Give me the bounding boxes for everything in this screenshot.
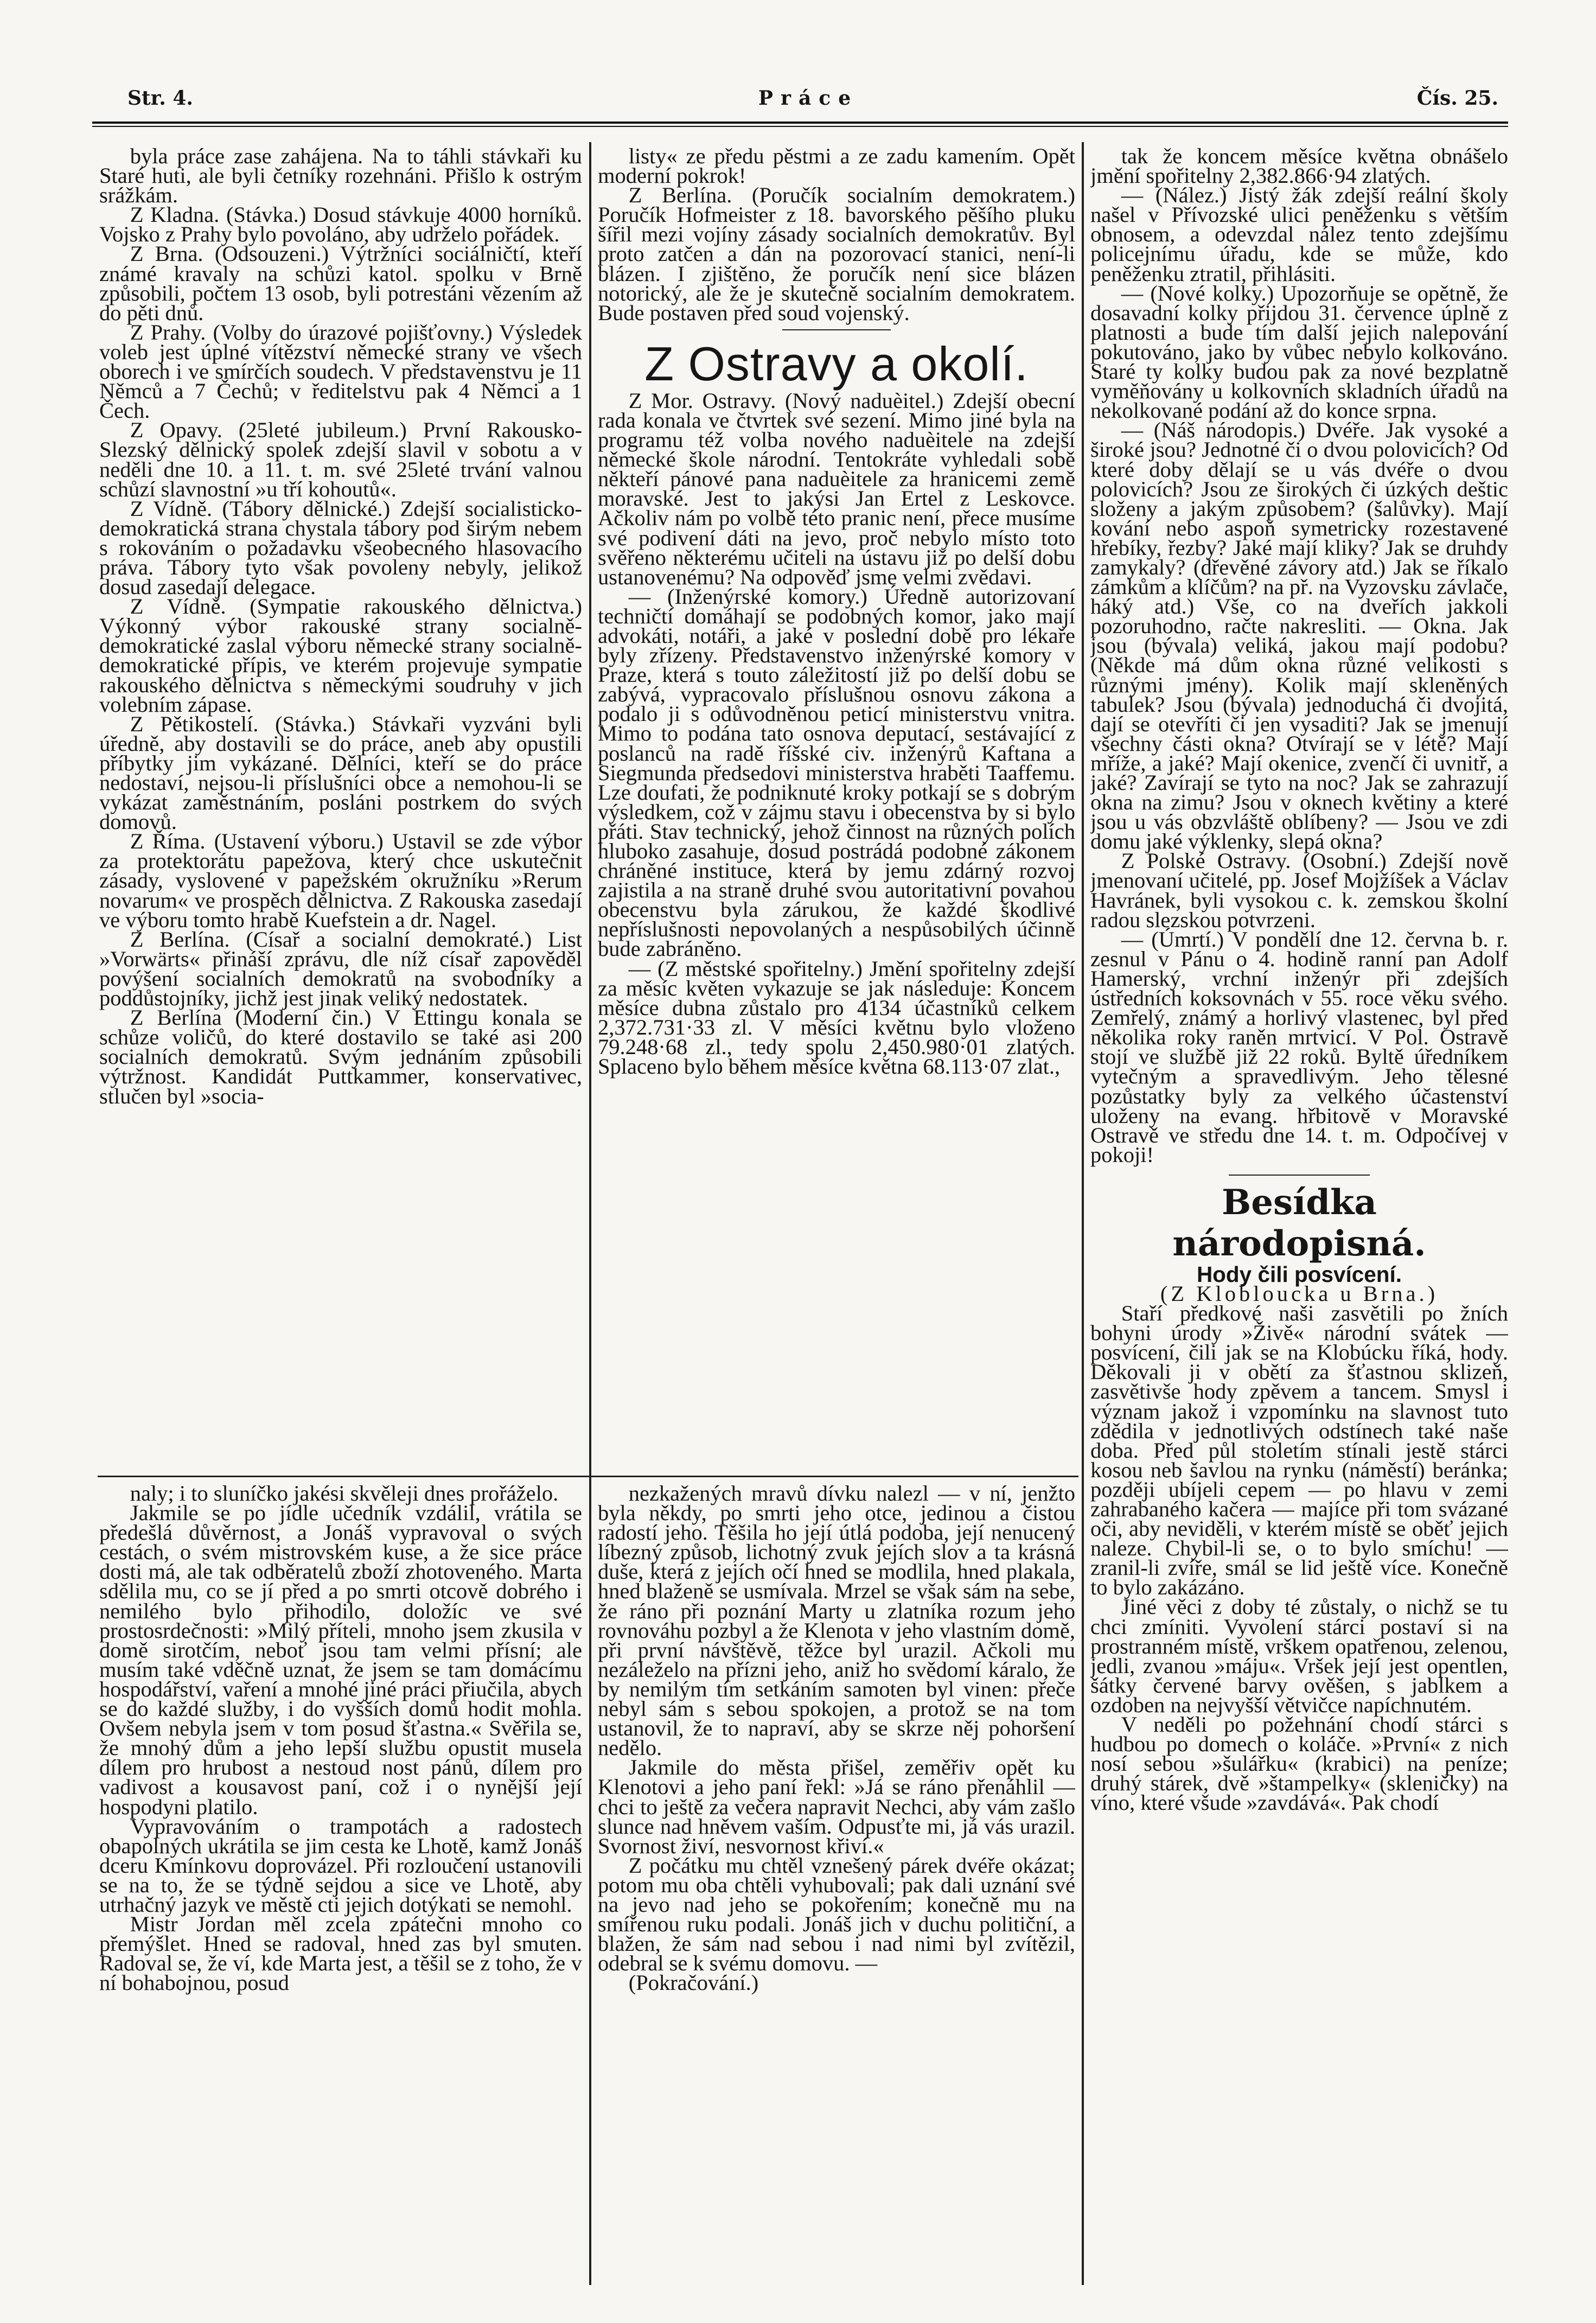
news-item: Z Polské Ostravy. (Osobní.) Zdejší nově jmenovaní učitelé, pp. Josef Mojžíšek a Václav Havránek, byli vysokou c. k. zemskou školní radou slezskou potvrzeni. (1090, 848, 1508, 932)
column-rule-1 (589, 142, 591, 2285)
besidka-paragraph: V neděli po požehnání chodí stárci s hudbou po domech o koláče. »První« z nich nosí sebou »šulářku« (krabici) na peníze; druhý stárek, dvě »štampelky« (skleničky) na víno, které všude »zavdává«. Pak chodí (1090, 1712, 1508, 1815)
news-item: — (Inženýrské komory.) Úředně autorizovaní techničtí domáhají se podobných komor, jako mají advokáti, notáři, a jaké v poslední době pro lékaře byly zřízeny. Představenstvo inženýrské komory v Praze, která s touto záležitostí již po delší dobu se zabývá, vypracovalo příslušnou osnovu zákona a podalo ji s odůvodněnou peticí ministerstvu vnitra. Mimo to podána tato osnova deputací, sestávající z poslanců na radě říšské civ. inženýrů Kaftana a Siegmunda předsedovi ministerstva hraběti Taaffemu. Lze doufati, že podniknuté kroky potkají se s dobrým výsledkem, což v zájmu stavu i obecenstva by si bylo přáti. Stav technický, jehož činnost na různých polích hluboko zasahuje, dosud postrádá podobné zákonem chráněné instituce, která by jemu zdárný rozvoj zajistila a na straně druhé svou autoritativní povahou obecenstvu byla zárukou, že každé škodlivé nepříslušnosti nepovolaných a nespůsobilých účinně bude zabráněno. (598, 584, 1075, 961)
section-title-ostrava: Z Ostravy a okolí. (644, 336, 1029, 391)
news-item: — (Náš národopis.) Dvéře. Jak vysoké a široké jsou? Jednotné či o dvou polovicích? Od které doby dělají se u vás dvéře o dvou polovicích? Jsou ze širokých či úzkých deštic složeny a jakým způsobem? (šalůvky). Mají kování nebo aspoň symetricky rozestavené hřebíky, řezby? Jaké mají kliky? Jak se druhdy zamykaly? (dřevěné závory atd.) Jak se říkalo zámkům a klíčům? na př. na Vyzovsku závlače, háký atd.) Vše, co na dveřích jakkoli pozoruhodno, račte nakresliti. — Okna. Jak jsou (bývala) veliká, jakou mají podobu? (Někde má dům okna různé velikosti s různými jmény). Kolik mají skleněných tabulek? Jsou (bývala) jednoduchá či dvojitá, dají se otevříti či jen vysaditi? Jak se jmenují všechny části okna? Otvírají se v létě? Mají mříže, a jaké? Mají okenice, zvenčí či uvnitř, a jaké? Zavírají se tyto na noc? Jak se zahrazují okna na zimu? Jsou v oknech květiny a které jsou u vás obzvláště oblíbeny? — Jsou ve zdi domu jaké výklenky, slepá okna? (1090, 418, 1508, 854)
news-item: Z Říma. (Ustavení výboru.) Ustavil se zde výbor za protektorátu papežova, který chce uskutečnit zásady, vyslovené v papežském okružníku »Rerum novarum« ve prospěch dělnictva. Z Rakouska zasedají ve výboru tomto hrabě Kuefstein a dr. Nagel. (99, 829, 582, 932)
news-item: Z Vídně. (Sympatie rakouského dělnictva.) Výkonný výbor rakouské strany socialně-demokratické zaslal výboru německé strany socialně-demokratické přípis, ve kterém projevuje sympatie rakouského dělnictva s německými soudruhy v jich volebním zápase. (99, 594, 582, 717)
news-item: Z Opavy. (25leté jubileum.) První Rakousko-Slezský dělnický spolek zdejší slavil v sobotu a v neděli dne 10. a 11. t. m. své 25leté trvání valnou schůzí slavnostní »u tří kohoutů«. (99, 418, 582, 501)
story-separator (98, 1476, 1078, 1477)
story-paragraph: Mistr Jordan měl zcela zpátečni mnoho co přemýšlet. Hned se radoval, hned zas byl smuten. Radoval se, že ví, kde Marta jest, a těšil se z toho, že v ní bohabojnou, posud (99, 1912, 582, 1995)
news-item: listy« ze předu pěstmi a ze zadu kamením. Opět moderní pokrok! (598, 146, 1075, 188)
news-item: Z Vídně. (Tábory dělnické.) Zdejší socialisticko-demokratická strana chystala tábory pod širým nebem s rokováním o požadavku všeobecného hlasovacího práva. Tábory tyto však povoleny nebyly, jelikož dosud zasedají delegace. (99, 496, 582, 599)
news-item: Z Berlína. (Poručík socialním demokratem.) Poručík Hofmeister z 18. bavorského pěšího pluku šířil mezi vojíny zásady socialních demokratův. Byl proto zatčen a dán na pozorovací stanici, není-li blázen. I zjištěno, že poručík není sice blázen notorický, ale že je skutečně socialním demokratem. Bude postaven před soud vojenský. (598, 183, 1075, 325)
column-rule-2 (1082, 142, 1084, 2285)
story-column-1 (99, 1484, 582, 2287)
news-item: Z Prahy. (Volby do úrazové pojišťovny.) Výsledek voleb jest úplné vítězství německé strany ve všech oborech i ve smírčích soudech. V představenstvu je 11 Němců a 7 Čechů; v ředitelstvu pak 4 Němci a 1 Čech. (99, 320, 582, 423)
section-divider (1229, 1175, 1370, 1176)
besidka-paragraph: Staří předkové naši zasvětili po žních bohyni úrody »Živě« národní svátek — posvícení, čili jak se na Klobúcku říká, hody. Děkovali ji v obětí za šťastnou sklizeň, zasvětivše hody zpěvem a tancem. Smysl i význam jakož i vzpomínku na slavnost tuto zdědila v jednotlivých odstínech také naše doba. Před půl stoletím stínali jestě stárci kosou neb šavlou na rynku (náměstí) beránka; později ubíjeli cepem — po hlavu v zemi zahrabaného kačera — majíce při tom svázané oči, aby neviděli, v kterém místě se oběť jejich naleze. Chybil-li se, o to bylo smíchu! — zranil-li zvíře, smál se lid ještě více. Konečně to bylo zakázáno. (1090, 1301, 1508, 1600)
story-paragraph: naly; i to sluníčko jakési skvěleji dnes prořáželo. (130, 1484, 559, 1505)
story-paragraph: Z počátku mu chtěl vznešený párek dvéře okázat; potom mu oba chtěli vyhubovali; pak dali uznání své na jevo nad jeho se pokořením; konečně mu na smířenou ruku podali. Jonáš jich v duchu političní, a blažen, že sám nad sebou i nad nimi byl zvítězil, odebral se k svému domovu. — (598, 1853, 1075, 1976)
news-column-2 (598, 146, 1075, 1470)
page-number: Str. 4. (127, 87, 193, 110)
section-divider (782, 329, 891, 330)
besidka-paragraph: Jiné věci z doby té zůstaly, o nichž se tu chci zmíniti. Vyvolení stárci postaví si na prostranném místě, vrškem opatřenou, zelenou, jedli, zvanou »máju«. Vršek její jest opentlen, šátky červené barvy ověšen, s jablkem a ozdoben na nejvyšší větvičce napíchnutém. (1090, 1594, 1508, 1717)
besidka-subtitle: Hody čili posvícení. (1196, 1261, 1402, 1287)
news-item: Z Pětikostelí. (Stávka.) Stávkaři vyzváni byli úředně, aby dostavili se do práce, aneb aby opustili příbytky jim vykázané. Dělníci, kteří se do práce nedostaví, nejsou-li příslušníci obce a nemohou-li se vykázat zaměstnáním, posláni postrkem do svých domovů. (99, 711, 582, 834)
newspaper-title: Práce (758, 87, 859, 110)
story-paragraph: Jakmile do města přišel, zeměřiv opět ku Klenotovi a jeho paní řekl: »Já se ráno přenáhlil — chci to ještě za večera napravit Nechci, aby vám zašlo slunce nad hněvem vaším. Odpusťte mi, já vás urazil. Svornost živí, nesvornost křiví.« (598, 1755, 1075, 1858)
story-paragraph: Vypravováním o trampotách a radostech obapolných ukrátila se jim cesta ke Lhotě, kamž Jonáš dceru Kmínkovu doprovázel. Při rozloučení ustanovili se na to, že se týdně sejdou a sice ve Lhotě, aby utrhačný jazyk ve městě cti jejich dotýkati se nemohl. (99, 1814, 582, 1917)
news-item: — (Nové kolky.) Upozorňuje se opětně, že dosavadní kolky přijdou 31. července úplně z platnosti a bude tím další jejich nalepování pokutováno, jako by vůbec nebylo kolkováno. Staré ty kolky budou pak za nové bezplatně vyměňovány u kolkovních skladních úřadů na nekolkované podání až do konce srpna. (1090, 280, 1508, 423)
news-column-1 (99, 146, 582, 1470)
besidka-title: Besídka národopisná. (1172, 1182, 1426, 1264)
news-item: Z Brna. (Odsouzeni.) Výtržníci sociálničtí, kteří známé kravaly na schůzi katol. spolku v Brně způsobili, počtem 13 osob, byli potrestáni vězením až do pěti dnů. (99, 241, 582, 325)
story-column-2 (598, 1484, 1075, 2287)
story-paragraph: (Pokračování.) (628, 1970, 759, 1995)
story-paragraph: nezkažených mravů dívku nalezl — v ní, jenžto byla někdy, po smrti jeho otce, jedinou a čistou radostí jeho. Těšila ho její útlá podoba, její nenucený líbezný způsob, lichotný zvuk jejích slov a ta krásná duše, která z jejích očí hned se modlila, hned plakala, hned blaženě se usmívala. Mrzel se však sám na sebe, že ráno při poznání Marty u zlatníka rozum jeho rovnováhu pozbyl a že Klenota v jeho vlastním domě, při první návštěvě, těžce byl urazil. Ačkoli mu nezáleželo na přízni jeho, aniž ho svědomí káralo, že by nemilým tím setkáním samoten byl vinen: přeče nebyl sám s sebou spokojen, a protož se na tom ustanovil, že to napraví, aby se skrze něj pohoršení nedělo. (598, 1484, 1075, 1760)
besidka-location: (Z Klobloucka u Brna.) (1160, 1281, 1439, 1306)
news-item: — (Úmrtí.) V pondělí dne 12. června b. r. zesnul v Pánu o 4. hodině ranní pan Adolf Hamerský, vrchní inženýr při zdejších ústředních koksovnách v 55. roce věku svého. Zemřelý, známý a horlivý vlastenec, byl před několika roky raněn mrtvicí. V Pol. Ostravě stojí ve službě již 22 roků. Byltě úředníkem vytečným a spravedlivým. Jeho tělesné pozůstatky byly za velkého účastenství uloženy na evang. hřbitově v Moravské Ostravě ve středu dne 14. t. m. Odpočívej v pokoji! (1090, 927, 1508, 1167)
story-paragraph: Jakmile se po jídle učedník vzdálil, vrátila se předešlá důvěrnost, a Jonáš vypravoval o svých cestách, o svém mistrovském kuse, a že sice práce dosti má, ale tak odběratelů zboží zhotoveného. Marta sdělila mu, co se jí před a po smrti otcově dobrého i nemilého bylo přihodilo, doložíc ve své prostosrdečnosti: »Milý příteli, mnoho jsem zkusila v domě sirotčím, neboť jsou tam velmi přísní; ale musím také vděčně uznat, že jsem se tam domácímu hospodářství, vaření a mnohé jiné práci přiučila, abych se do každé služby, i do vyšších domů hodit mohla. Ovšem nebyla jsem v tom posud šťastna.« Svěřila se, že mnohý dům a jeho lepší službu opustit musela dílem pro hrubost a nestoud nost pánů, dílem pro vadivost a kousavost paní, což i o nynější její hospodyni platilo. (99, 1501, 582, 1819)
news-item: — (Nález.) Jistý žák zdejší reální školy našel v Přívozské ulici peněženku s větším obnosem, a odevzdal nález tento zdejšímu policejnímu úřadu, kde se může, kdo peněženku ztratil, přihlásiti. (1090, 183, 1508, 286)
header-rule (92, 122, 1508, 124)
news-item: Z Kladna. (Stávka.) Dosud stávkuje 4000 horníků. Vojsko z Prahy bylo povoláno, aby udrželo pořádek. (99, 202, 582, 247)
news-item: Z Berlína. (Císař a socialní demokraté.) List »Vorwärts« přináší zprávu, dle níž císař zapověděl povýšení socialních demokratů na svobodníky a poddůstojníky, jichž jest jinak veliký nedostatek. (99, 927, 582, 1011)
news-item: Z Mor. Ostravy. (Nový naduèitel.) Zdejší obecní rada konala ve čtvrtek své sezení. Mimo jiné byla na programu též volba nového naduèitele na zdejší německé škole národní. Tentokráte vyhledali sobě někteří pánové pana naduèitele za hranicemi země moravské. Jest to jakýsi Jan Ertel z Leskovce. Ačkoliv nám po volbě této pranic není, přece musíme své podivení dáti na jevo, proč nebylo místo toto svěřeno některému učiteli na ústavu již po delší dobu ustanovenému? Na odpověď jsme velmi zvědavi. (598, 388, 1075, 589)
news-column-3 (1090, 146, 1508, 2289)
news-item: tak že koncem měsíce května obnášelo jmění spořitelny 2,382.866·94 zlatých. (1090, 146, 1508, 188)
news-item: byla práce zase zahájena. Na to táhli stávkaři ku Staré huti, ale byli četníky rozehnáni. Přišlo k ostrým srážkám. (99, 146, 582, 208)
header-rule-thin (92, 126, 1508, 127)
issue-number: Čís. 25. (1416, 87, 1498, 110)
news-item: — (Z městské spořitelny.) Jmění spořitelny zdejší za měsíc květen vykazuje se jak následuje: Koncem měsíce dubna zůstalo pro 4134 účastníků celkem 2,372.731·33 zl. V měsíci květnu bylo vloženo 79.248·68 zl., tedy spolu 2,450.980·01 zlatých. Splaceno bylo během měsíce května 68.113·07 zlat., (598, 956, 1075, 1079)
news-item: Z Berlína (Moderní čin.) V Ettingu konala se schůze voličů, do které dostavilo se také asi 200 socialních demokratů. Svým jednáním způsobili výtržnost. Kandidát Puttkammer, konservativec, stlučen byl »socia- (99, 1005, 582, 1108)
